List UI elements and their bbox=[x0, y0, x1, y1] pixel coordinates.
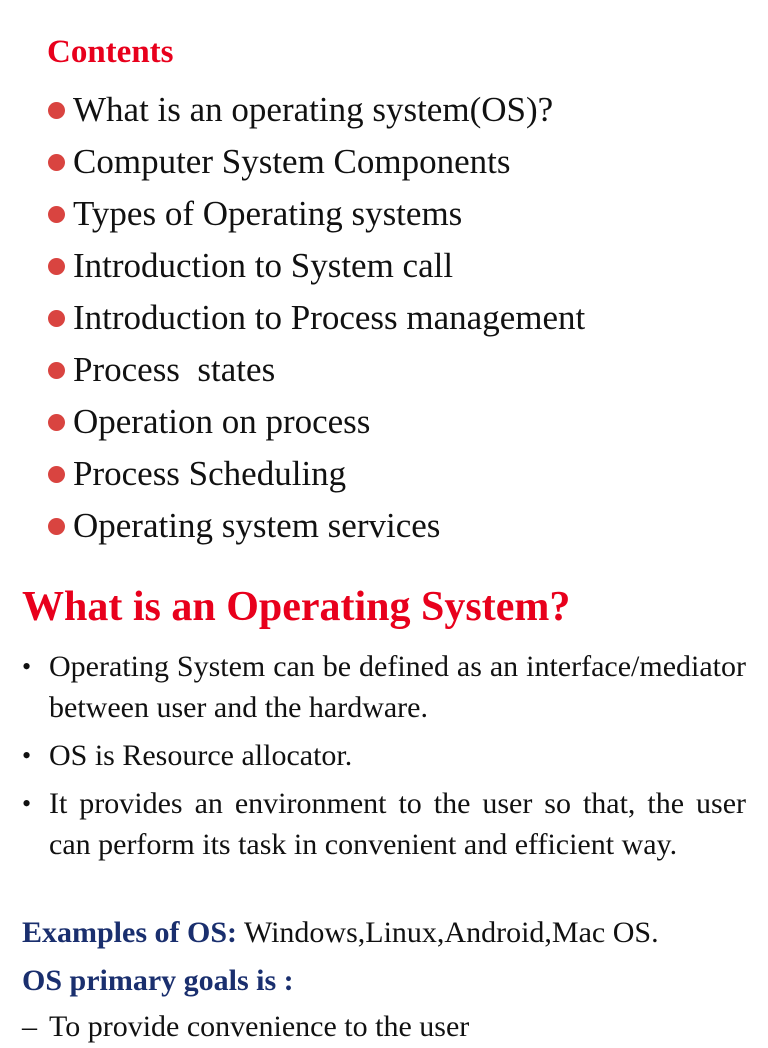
contents-list bbox=[48, 84, 585, 552]
list-item bbox=[48, 500, 585, 552]
list-item bbox=[48, 396, 585, 448]
contents-heading: Contents bbox=[47, 34, 174, 70]
bullet-dot-icon bbox=[48, 466, 65, 483]
goals-label: OS primary goals is : bbox=[22, 964, 294, 997]
bullet-dot-icon bbox=[48, 206, 65, 223]
bullet-text: Operating System can be defined as an interface/mediator between user and the hardware. bbox=[49, 650, 746, 724]
definition-bullets bbox=[22, 646, 746, 872]
list-item-text: Types of Operating systems bbox=[73, 194, 463, 233]
bullet-dot-icon bbox=[48, 102, 65, 119]
bullet-paragraph bbox=[22, 735, 746, 776]
bullet-paragraph bbox=[22, 646, 746, 728]
list-item-text: Process states bbox=[73, 350, 276, 389]
list-item bbox=[48, 188, 585, 240]
list-item-text: Operation on process bbox=[73, 402, 371, 441]
list-item bbox=[48, 84, 585, 136]
list-item-text: Process Scheduling bbox=[73, 454, 347, 493]
list-item-text: Computer System Components bbox=[73, 142, 511, 181]
bullet-text: OS is Resource allocator. bbox=[49, 739, 353, 772]
list-item bbox=[48, 292, 585, 344]
bullet-dot-icon bbox=[48, 258, 65, 275]
examples-line bbox=[22, 912, 659, 954]
goal-item bbox=[22, 1006, 469, 1048]
examples-label: Examples of OS: bbox=[22, 916, 238, 949]
bullet-dot-icon bbox=[48, 310, 65, 327]
section-title: What is an Operating System? bbox=[22, 584, 571, 630]
bullet-dot-icon bbox=[48, 362, 65, 379]
list-item bbox=[48, 448, 585, 500]
list-item-text: Operating system services bbox=[73, 506, 441, 545]
bullet-dot-icon bbox=[48, 518, 65, 535]
bullet-text: It provides an environment to the user so that, the user can perform its task in convenient and efficient way. bbox=[49, 787, 746, 861]
list-item-text: Introduction to System call bbox=[73, 246, 454, 285]
list-item-text: What is an operating system(OS)? bbox=[73, 90, 554, 129]
dash-icon: – bbox=[22, 1010, 37, 1043]
bullet-icon: • bbox=[22, 652, 32, 681]
bullet-dot-icon bbox=[48, 154, 65, 171]
bullet-icon: • bbox=[22, 789, 32, 818]
goal-text: To provide convenience to the user bbox=[49, 1010, 470, 1043]
bullet-paragraph bbox=[22, 783, 746, 865]
bullet-icon: • bbox=[22, 741, 32, 770]
bullet-dot-icon bbox=[48, 414, 65, 431]
list-item bbox=[48, 344, 585, 396]
list-item bbox=[48, 240, 585, 292]
list-item bbox=[48, 136, 585, 188]
list-item-text: Introduction to Process management bbox=[73, 298, 586, 337]
examples-value: Windows,Linux,Android,Mac OS. bbox=[237, 916, 659, 949]
